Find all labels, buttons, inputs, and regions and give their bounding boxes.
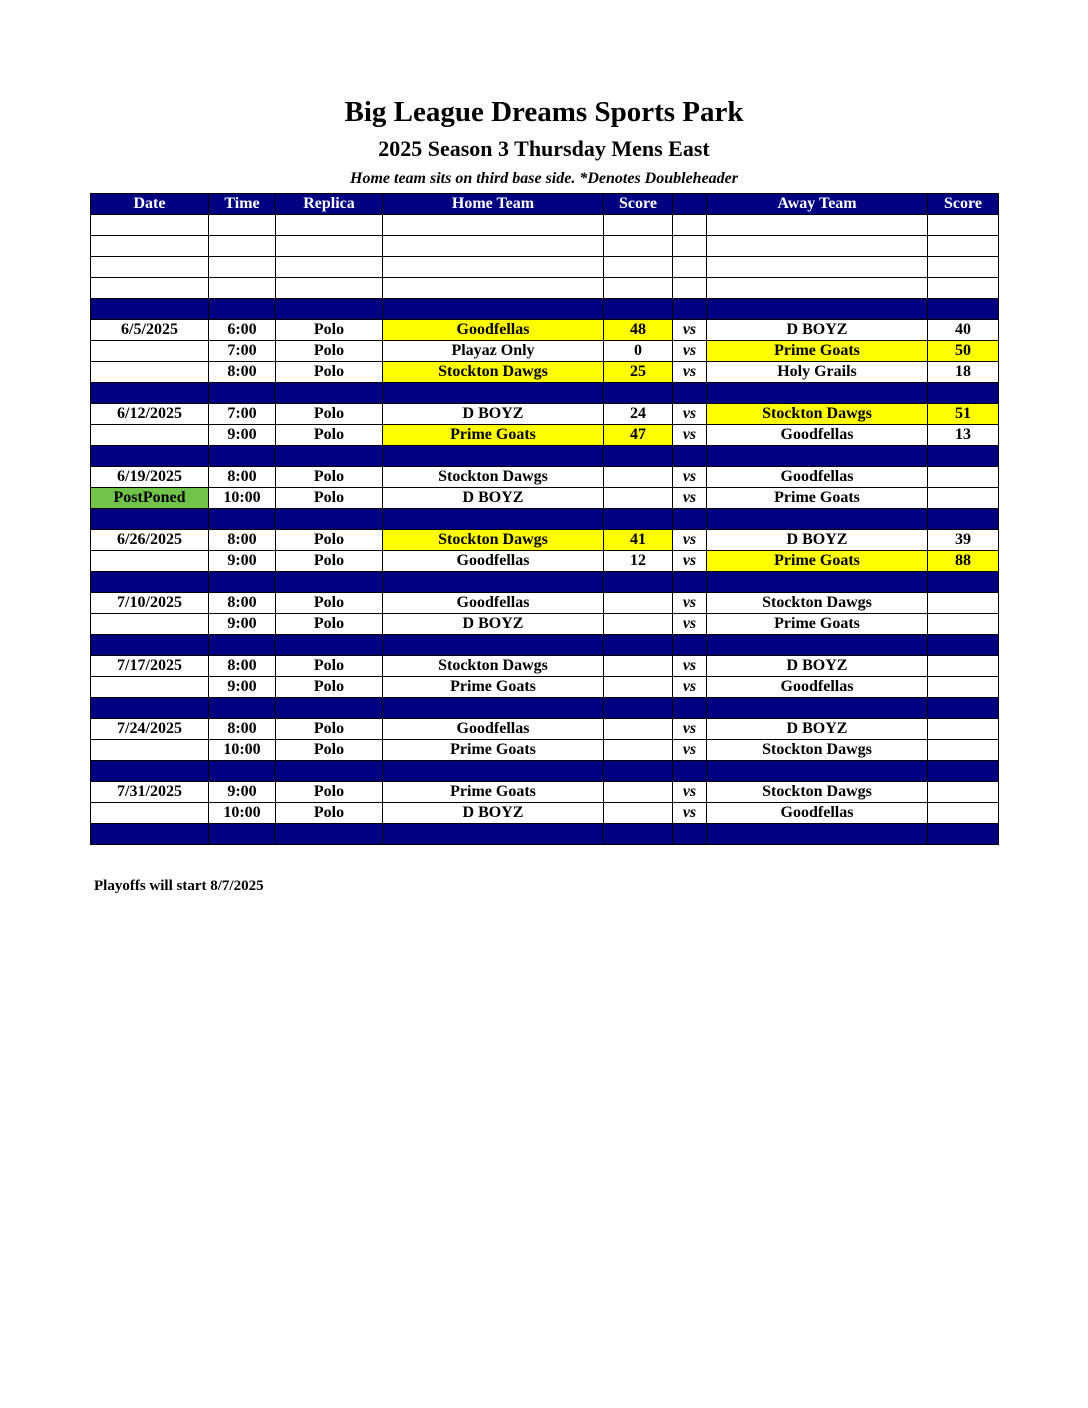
- away-team-cell: Stockton Dawgs: [707, 740, 928, 761]
- home-score-cell: 24: [604, 404, 673, 425]
- away-team-cell: D BOYZ: [707, 719, 928, 740]
- table-header-row: [91, 194, 999, 215]
- empty-cell: [928, 257, 999, 278]
- empty-cell: [91, 278, 209, 299]
- game-row: [91, 782, 999, 803]
- time-cell: 7:00: [209, 404, 276, 425]
- replica-cell: Polo: [276, 467, 383, 488]
- separator-cell: [209, 572, 276, 593]
- col-header-away-team: Away Team: [707, 194, 928, 215]
- home-score-cell: 48: [604, 320, 673, 341]
- separator-cell: [604, 446, 673, 467]
- away-team-cell: Prime Goats: [707, 341, 928, 362]
- away-score-cell: [928, 593, 999, 614]
- date-cell: [91, 425, 209, 446]
- home-team-cell: Goodfellas: [383, 320, 604, 341]
- game-row: [91, 593, 999, 614]
- replica-cell: Polo: [276, 782, 383, 803]
- home-team-cell: Stockton Dawgs: [383, 656, 604, 677]
- time-cell: 9:00: [209, 614, 276, 635]
- separator-cell: [276, 698, 383, 719]
- time-cell: 9:00: [209, 677, 276, 698]
- col-header-time: Time: [209, 194, 276, 215]
- vs-cell: vs: [673, 803, 707, 824]
- separator-cell: [707, 635, 928, 656]
- blank-row: [91, 236, 999, 257]
- date-cell: [91, 362, 209, 383]
- home-team-cell: Stockton Dawgs: [383, 467, 604, 488]
- vs-cell: vs: [673, 320, 707, 341]
- game-row: [91, 719, 999, 740]
- replica-cell: Polo: [276, 488, 383, 509]
- away-score-cell: [928, 740, 999, 761]
- separator-cell: [673, 761, 707, 782]
- away-score-cell: 88: [928, 551, 999, 572]
- away-team-cell: Prime Goats: [707, 488, 928, 509]
- home-score-cell: [604, 719, 673, 740]
- home-score-cell: [604, 740, 673, 761]
- vs-cell: vs: [673, 656, 707, 677]
- game-row: [91, 740, 999, 761]
- separator-cell: [209, 446, 276, 467]
- time-cell: 8:00: [209, 593, 276, 614]
- home-score-cell: [604, 614, 673, 635]
- empty-cell: [91, 215, 209, 236]
- separator-cell: [707, 572, 928, 593]
- game-row: [91, 320, 999, 341]
- date-cell: 6/5/2025: [91, 320, 209, 341]
- home-team-cell: D BOYZ: [383, 803, 604, 824]
- separator-cell: [604, 824, 673, 845]
- empty-cell: [276, 236, 383, 257]
- away-score-cell: [928, 614, 999, 635]
- separator-cell: [209, 299, 276, 320]
- vs-cell: vs: [673, 530, 707, 551]
- empty-cell: [707, 236, 928, 257]
- separator-cell: [928, 698, 999, 719]
- date-cell: [91, 677, 209, 698]
- home-team-cell: Prime Goats: [383, 425, 604, 446]
- game-row: [91, 614, 999, 635]
- time-cell: 10:00: [209, 803, 276, 824]
- page-title: Big League Dreams Sports Park: [344, 96, 744, 128]
- separator-cell: [604, 635, 673, 656]
- separator-cell: [383, 509, 604, 530]
- empty-cell: [673, 278, 707, 299]
- home-team-cell: D BOYZ: [383, 614, 604, 635]
- separator-cell: [928, 635, 999, 656]
- separator-cell: [604, 761, 673, 782]
- away-team-cell: Goodfellas: [707, 677, 928, 698]
- game-row: [91, 530, 999, 551]
- separator-cell: [276, 509, 383, 530]
- separator-cell: [707, 299, 928, 320]
- schedule-body: [91, 215, 999, 845]
- home-score-cell: [604, 656, 673, 677]
- separator-cell: [673, 824, 707, 845]
- separator-cell: [209, 761, 276, 782]
- separator-row: [91, 824, 999, 845]
- away-score-cell: [928, 488, 999, 509]
- separator-cell: [707, 446, 928, 467]
- separator-cell: [604, 698, 673, 719]
- separator-cell: [928, 446, 999, 467]
- separator-cell: [928, 824, 999, 845]
- vs-cell: vs: [673, 425, 707, 446]
- empty-cell: [928, 236, 999, 257]
- replica-cell: Polo: [276, 551, 383, 572]
- col-header-date: Date: [91, 194, 209, 215]
- col-header-home-score: Score: [604, 194, 673, 215]
- separator-cell: [383, 698, 604, 719]
- home-team-cell: Playaz Only: [383, 341, 604, 362]
- away-team-cell: Stockton Dawgs: [707, 782, 928, 803]
- separator-cell: [91, 635, 209, 656]
- vs-cell: vs: [673, 488, 707, 509]
- separator-cell: [276, 572, 383, 593]
- empty-cell: [209, 236, 276, 257]
- separator-cell: [673, 572, 707, 593]
- separator-cell: [604, 383, 673, 404]
- away-team-cell: Prime Goats: [707, 614, 928, 635]
- away-team-cell: Holy Grails: [707, 362, 928, 383]
- separator-cell: [604, 299, 673, 320]
- away-score-cell: [928, 803, 999, 824]
- separator-cell: [928, 761, 999, 782]
- away-team-cell: Goodfellas: [707, 425, 928, 446]
- empty-cell: [383, 278, 604, 299]
- separator-cell: [91, 824, 209, 845]
- page-subtitle: 2025 Season 3 Thursday Mens East: [378, 136, 710, 161]
- replica-cell: Polo: [276, 362, 383, 383]
- separator-cell: [383, 446, 604, 467]
- header-note: Home team sits on third base side. *Denotes Doubleheader: [350, 170, 738, 187]
- separator-cell: [604, 572, 673, 593]
- vs-cell: vs: [673, 404, 707, 425]
- empty-cell: [707, 257, 928, 278]
- separator-cell: [604, 509, 673, 530]
- game-row: [91, 803, 999, 824]
- separator-cell: [91, 761, 209, 782]
- home-score-cell: 12: [604, 551, 673, 572]
- separator-cell: [707, 698, 928, 719]
- empty-cell: [209, 257, 276, 278]
- empty-cell: [383, 215, 604, 236]
- time-cell: 8:00: [209, 362, 276, 383]
- empty-cell: [673, 236, 707, 257]
- away-team-cell: D BOYZ: [707, 656, 928, 677]
- away-team-cell: D BOYZ: [707, 320, 928, 341]
- home-score-cell: 47: [604, 425, 673, 446]
- away-score-cell: [928, 467, 999, 488]
- game-row: [91, 341, 999, 362]
- col-header-replica: Replica: [276, 194, 383, 215]
- home-team-cell: Stockton Dawgs: [383, 362, 604, 383]
- game-row: [91, 488, 999, 509]
- separator-cell: [91, 698, 209, 719]
- home-team-cell: Goodfellas: [383, 593, 604, 614]
- replica-cell: Polo: [276, 803, 383, 824]
- time-cell: 8:00: [209, 719, 276, 740]
- time-cell: 7:00: [209, 341, 276, 362]
- time-cell: 9:00: [209, 782, 276, 803]
- empty-cell: [673, 215, 707, 236]
- separator-cell: [928, 509, 999, 530]
- time-cell: 9:00: [209, 551, 276, 572]
- date-cell: 6/12/2025: [91, 404, 209, 425]
- separator-row: [91, 446, 999, 467]
- game-row: [91, 551, 999, 572]
- home-team-cell: Goodfellas: [383, 551, 604, 572]
- vs-cell: vs: [673, 677, 707, 698]
- away-team-cell: Goodfellas: [707, 467, 928, 488]
- empty-cell: [209, 278, 276, 299]
- date-cell: [91, 614, 209, 635]
- empty-cell: [276, 278, 383, 299]
- separator-cell: [91, 383, 209, 404]
- separator-cell: [276, 824, 383, 845]
- away-score-cell: [928, 719, 999, 740]
- separator-cell: [383, 761, 604, 782]
- home-team-cell: Goodfellas: [383, 719, 604, 740]
- separator-row: [91, 509, 999, 530]
- separator-cell: [276, 446, 383, 467]
- date-cell: 7/17/2025: [91, 656, 209, 677]
- home-score-cell: [604, 803, 673, 824]
- home-score-cell: [604, 593, 673, 614]
- game-row: [91, 404, 999, 425]
- game-row: [91, 656, 999, 677]
- separator-row: [91, 572, 999, 593]
- home-team-cell: Prime Goats: [383, 740, 604, 761]
- home-team-cell: D BOYZ: [383, 488, 604, 509]
- empty-cell: [604, 257, 673, 278]
- vs-cell: vs: [673, 467, 707, 488]
- home-team-cell: Prime Goats: [383, 782, 604, 803]
- replica-cell: Polo: [276, 530, 383, 551]
- vs-cell: vs: [673, 782, 707, 803]
- separator-cell: [707, 824, 928, 845]
- separator-cell: [91, 509, 209, 530]
- vs-cell: vs: [673, 719, 707, 740]
- away-score-cell: 51: [928, 404, 999, 425]
- time-cell: 10:00: [209, 740, 276, 761]
- time-cell: 8:00: [209, 656, 276, 677]
- away-score-cell: 13: [928, 425, 999, 446]
- time-cell: 8:00: [209, 530, 276, 551]
- time-cell: 6:00: [209, 320, 276, 341]
- replica-cell: Polo: [276, 425, 383, 446]
- time-cell: 9:00: [209, 425, 276, 446]
- away-team-cell: Stockton Dawgs: [707, 593, 928, 614]
- vs-cell: vs: [673, 593, 707, 614]
- empty-cell: [209, 215, 276, 236]
- date-cell: [91, 551, 209, 572]
- separator-cell: [209, 698, 276, 719]
- away-team-cell: Stockton Dawgs: [707, 404, 928, 425]
- home-team-cell: Stockton Dawgs: [383, 530, 604, 551]
- vs-cell: vs: [673, 740, 707, 761]
- separator-cell: [673, 698, 707, 719]
- home-score-cell: 25: [604, 362, 673, 383]
- away-score-cell: [928, 656, 999, 677]
- home-score-cell: 0: [604, 341, 673, 362]
- vs-cell: vs: [673, 614, 707, 635]
- blank-row: [91, 257, 999, 278]
- separator-cell: [707, 383, 928, 404]
- blank-row: [91, 278, 999, 299]
- home-team-cell: D BOYZ: [383, 404, 604, 425]
- separator-cell: [383, 299, 604, 320]
- away-score-cell: [928, 677, 999, 698]
- separator-cell: [707, 761, 928, 782]
- blank-row: [91, 215, 999, 236]
- home-score-cell: [604, 488, 673, 509]
- date-cell: 7/31/2025: [91, 782, 209, 803]
- col-header-home-team: Home Team: [383, 194, 604, 215]
- col-header-vs: [673, 194, 707, 215]
- separator-cell: [91, 446, 209, 467]
- date-cell: 6/19/2025: [91, 467, 209, 488]
- empty-cell: [276, 257, 383, 278]
- away-score-cell: 50: [928, 341, 999, 362]
- date-cell: 6/26/2025: [91, 530, 209, 551]
- empty-cell: [928, 278, 999, 299]
- schedule-table: [90, 193, 999, 845]
- game-row: [91, 677, 999, 698]
- separator-row: [91, 383, 999, 404]
- away-team-cell: Goodfellas: [707, 803, 928, 824]
- away-score-cell: 18: [928, 362, 999, 383]
- replica-cell: Polo: [276, 656, 383, 677]
- date-cell: [91, 740, 209, 761]
- replica-cell: Polo: [276, 614, 383, 635]
- empty-cell: [604, 236, 673, 257]
- separator-cell: [383, 572, 604, 593]
- separator-cell: [276, 635, 383, 656]
- separator-cell: [209, 509, 276, 530]
- separator-cell: [91, 299, 209, 320]
- home-team-cell: Prime Goats: [383, 677, 604, 698]
- separator-cell: [928, 299, 999, 320]
- empty-cell: [604, 215, 673, 236]
- time-cell: 10:00: [209, 488, 276, 509]
- home-score-cell: [604, 467, 673, 488]
- separator-cell: [276, 761, 383, 782]
- separator-cell: [209, 383, 276, 404]
- time-cell: 8:00: [209, 467, 276, 488]
- empty-cell: [928, 215, 999, 236]
- away-team-cell: D BOYZ: [707, 530, 928, 551]
- separator-cell: [209, 635, 276, 656]
- home-score-cell: 41: [604, 530, 673, 551]
- replica-cell: Polo: [276, 677, 383, 698]
- away-score-cell: [928, 782, 999, 803]
- separator-cell: [707, 509, 928, 530]
- date-cell: [91, 341, 209, 362]
- replica-cell: Polo: [276, 593, 383, 614]
- separator-cell: [276, 299, 383, 320]
- home-score-cell: [604, 782, 673, 803]
- separator-cell: [383, 383, 604, 404]
- separator-row: [91, 761, 999, 782]
- empty-cell: [707, 278, 928, 299]
- empty-cell: [383, 236, 604, 257]
- separator-cell: [673, 383, 707, 404]
- separator-cell: [91, 572, 209, 593]
- away-score-cell: 40: [928, 320, 999, 341]
- away-team-cell: Prime Goats: [707, 551, 928, 572]
- separator-cell: [928, 383, 999, 404]
- empty-cell: [91, 236, 209, 257]
- vs-cell: vs: [673, 341, 707, 362]
- empty-cell: [673, 257, 707, 278]
- replica-cell: Polo: [276, 719, 383, 740]
- away-score-cell: 39: [928, 530, 999, 551]
- separator-cell: [209, 824, 276, 845]
- empty-cell: [383, 257, 604, 278]
- separator-cell: [673, 635, 707, 656]
- replica-cell: Polo: [276, 320, 383, 341]
- date-cell: 7/10/2025: [91, 593, 209, 614]
- vs-cell: vs: [673, 551, 707, 572]
- col-header-away-score: Score: [928, 194, 999, 215]
- date-cell: [91, 803, 209, 824]
- game-row: [91, 362, 999, 383]
- empty-cell: [707, 215, 928, 236]
- separator-row: [91, 635, 999, 656]
- game-row: [91, 467, 999, 488]
- separator-cell: [383, 635, 604, 656]
- game-row: [91, 425, 999, 446]
- playoffs-note: Playoffs will start 8/7/2025: [94, 878, 264, 894]
- home-score-cell: [604, 677, 673, 698]
- separator-cell: [383, 824, 604, 845]
- replica-cell: Polo: [276, 341, 383, 362]
- separator-cell: [673, 509, 707, 530]
- separator-cell: [928, 572, 999, 593]
- replica-cell: Polo: [276, 404, 383, 425]
- date-cell: PostPoned: [91, 488, 209, 509]
- separator-row: [91, 299, 999, 320]
- separator-cell: [673, 446, 707, 467]
- empty-cell: [604, 278, 673, 299]
- date-cell: 7/24/2025: [91, 719, 209, 740]
- separator-cell: [276, 383, 383, 404]
- replica-cell: Polo: [276, 740, 383, 761]
- vs-cell: vs: [673, 362, 707, 383]
- empty-cell: [91, 257, 209, 278]
- empty-cell: [276, 215, 383, 236]
- separator-cell: [673, 299, 707, 320]
- separator-row: [91, 698, 999, 719]
